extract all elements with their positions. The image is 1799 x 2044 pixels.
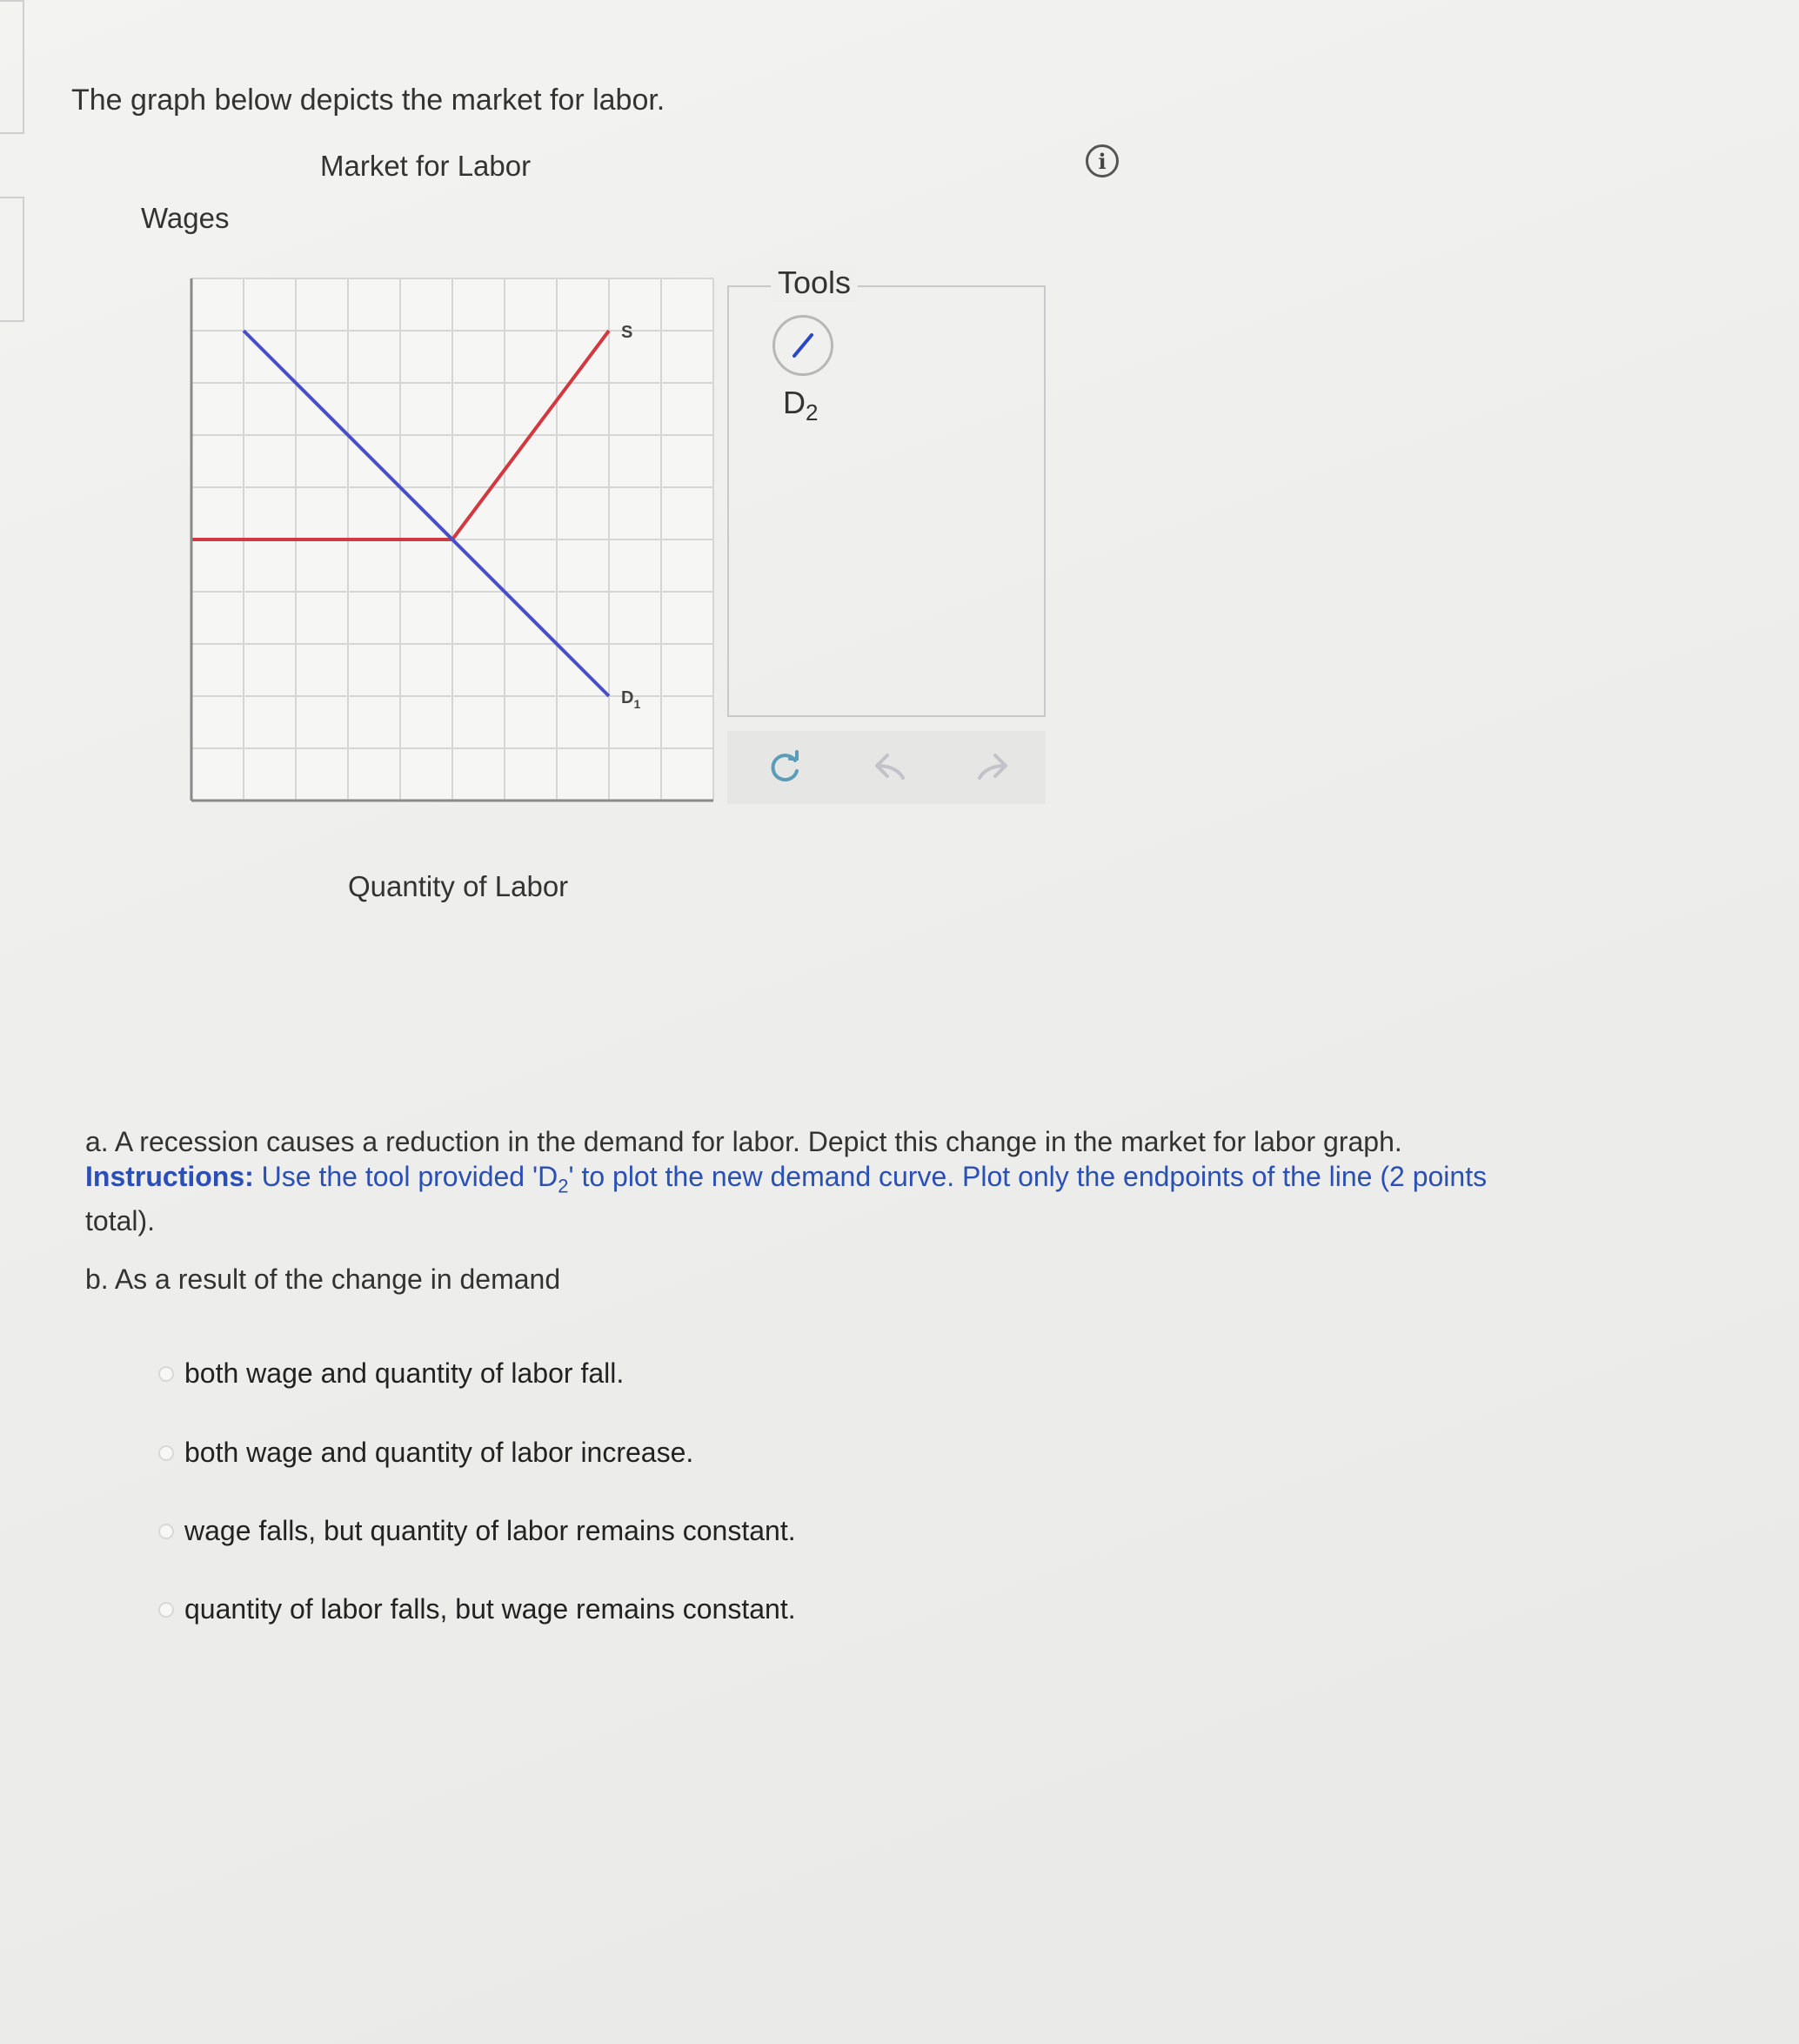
chart-title: Market for Labor <box>320 150 532 182</box>
instructions-subscript: 2 <box>558 1175 569 1197</box>
option-2-label: both wage and quantity of labor increase. <box>184 1437 694 1468</box>
option-1[interactable] <box>158 1357 624 1390</box>
series-label-subscript: 1 <box>633 697 641 711</box>
option-3-label: wage falls, but quantity of labor remains constant. <box>184 1515 796 1546</box>
instructions-tail: total). <box>85 1205 156 1237</box>
reset-icon[interactable] <box>760 743 809 792</box>
y-axis-label: Wages <box>141 202 230 234</box>
option-4[interactable] <box>158 1593 796 1625</box>
x-axis-label: Quantity of Labor <box>348 870 569 902</box>
d2-tool-label <box>783 385 818 426</box>
labor-market-graph[interactable] <box>181 261 720 818</box>
info-icon-glyph: i <box>1098 148 1107 174</box>
part-a-text: a. A recession causes a reduction in the demand for labor. Depict this change in the market for labor graph. <box>85 1126 1402 1157</box>
left-edge-panel <box>0 0 24 134</box>
question-part-a <box>85 1124 1616 1238</box>
tools-panel <box>727 265 1046 717</box>
line-tool-icon <box>775 318 831 373</box>
redo-icon[interactable] <box>969 743 1018 792</box>
instructions-label: Instructions: <box>85 1161 254 1192</box>
series-label-d: $D_1$ <box>621 688 641 711</box>
option-4-label: quantity of labor falls, but wage remains constant. <box>184 1593 796 1625</box>
undo-icon[interactable] <box>865 743 913 792</box>
d2-line-tool-button[interactable] <box>772 315 833 376</box>
question-intro: The graph below depicts the market for labor. <box>71 84 665 117</box>
option-3[interactable] <box>158 1515 796 1547</box>
option-1-label: both wage and quantity of labor fall. <box>184 1357 625 1389</box>
instructions-text-after: ' to plot the new demand curve. Plot only the endpoints of the line (2 points <box>568 1161 1488 1192</box>
question-part-b: b. As a result of the change in demand <box>85 1263 561 1295</box>
d2-label-subscript: 2 <box>806 399 819 426</box>
option-1-radio[interactable] <box>158 1366 174 1382</box>
tools-title: Tools <box>771 265 858 301</box>
d2-label-letter: D <box>783 385 806 420</box>
option-4-radio[interactable] <box>158 1602 174 1618</box>
info-icon[interactable] <box>1086 144 1119 178</box>
option-2-radio[interactable] <box>158 1445 174 1461</box>
left-edge-panel-lower <box>0 197 24 322</box>
instructions <box>85 1161 1488 1197</box>
option-2[interactable] <box>158 1437 693 1469</box>
instructions-text-before: Use the tool provided 'D <box>261 1161 558 1192</box>
series-label-s: S <box>621 323 633 342</box>
graph-action-bar <box>727 731 1046 804</box>
option-3-radio[interactable] <box>158 1524 174 1539</box>
